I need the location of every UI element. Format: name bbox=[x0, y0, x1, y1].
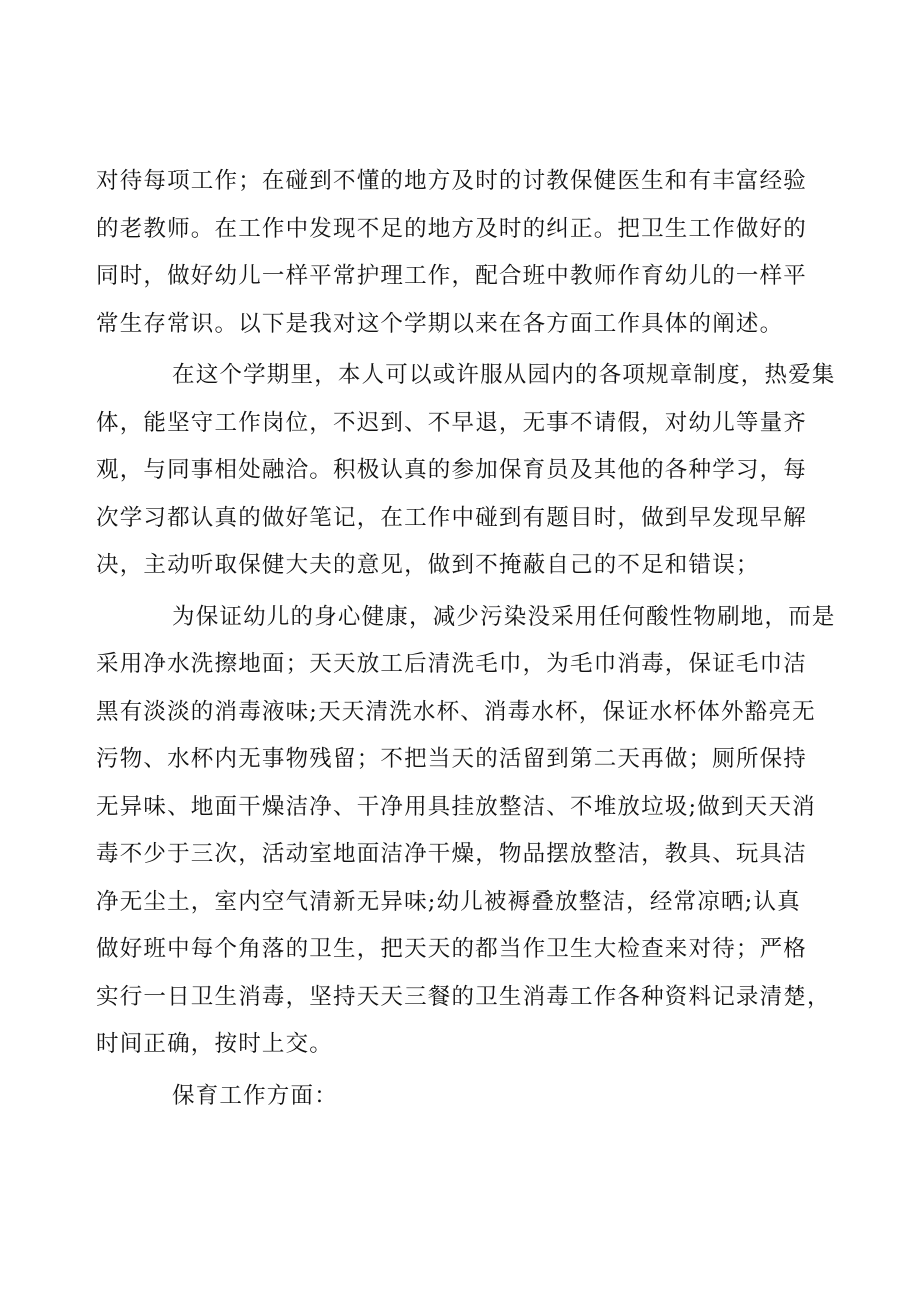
text-line: 毒不少于三次，活动室地面洁净干燥，物品摆放整洁，教具、玩具洁 bbox=[96, 841, 808, 867]
text-line: 采用净水洗擦地面；天天放工后清洗毛巾，为毛巾消毒，保证毛巾洁 bbox=[96, 651, 808, 677]
text-line: 在这个学期里，本人可以或许服从园内的各项规章制度，热爱集 bbox=[172, 362, 836, 388]
text-line: 做好班中每个角落的卫生，把天天的都当作卫生大检查来对待；严格 bbox=[96, 936, 808, 962]
text-line: 的老教师。在工作中发现不足的地方及时的纠正。把卫生工作做好的 bbox=[96, 215, 808, 242]
text-line: 黑有淡淡的消毒液味;天天清洗水杯、消毒水杯，保证水杯体外豁亮无 bbox=[96, 698, 816, 725]
text-line: 为保证幼儿的身心健康，减少污染没采用任何酸性物刷地，而是 bbox=[172, 603, 836, 630]
text-line: 污物、水杯内无事物残留；不把当天的活留到第二天再做；厕所保持 bbox=[96, 746, 808, 772]
text-line: 观，与同事相处融洽。积极认真的参加保育员及其他的各种学习，每 bbox=[96, 457, 808, 483]
text-line: 时间正确，按时上交。 bbox=[96, 1031, 334, 1057]
section-heading bbox=[96, 1073, 844, 1121]
paragraph-3 bbox=[96, 594, 844, 1069]
text-line: 决，主动听取保健大夫的意见，做到不掩蔽自己的不足和错误； bbox=[96, 552, 760, 578]
text-line: 常生存常识。以下是我对这个学期以来在各方面工作具体的阐述。 bbox=[96, 310, 784, 337]
text-line: 无异味、地面干燥洁净、干净用具挂放整洁、不堆放垃圾;做到天天消 bbox=[96, 793, 816, 820]
text-line: 对待每项工作；在碰到不懂的地方及时的讨教保健医生和有丰富经验 bbox=[96, 168, 808, 194]
paragraph-2 bbox=[96, 352, 844, 590]
text-line: 实行一日卫生消毒，坚持天天三餐的卫生消毒工作各种资料记录清楚， bbox=[96, 983, 831, 1010]
document-body bbox=[96, 158, 844, 1120]
text-line: 同时，做好幼儿一样平常护理工作，配合班中教师作育幼儿的一样平 bbox=[96, 263, 808, 289]
text-line: 体，能坚守工作岗位，不迟到、不早退，无事不请假，对幼儿等量齐 bbox=[96, 409, 808, 436]
text-line: 净无尘土，室内空气清新无异味;幼儿被褥叠放整洁，经常凉晒;认真 bbox=[96, 888, 801, 915]
text-line: 次学习都认真的做好笔记，在工作中碰到有题目时，做到早发现早解 bbox=[96, 504, 808, 531]
text-line: 保育工作方面： bbox=[172, 1082, 338, 1109]
paragraph-1 bbox=[96, 158, 844, 348]
